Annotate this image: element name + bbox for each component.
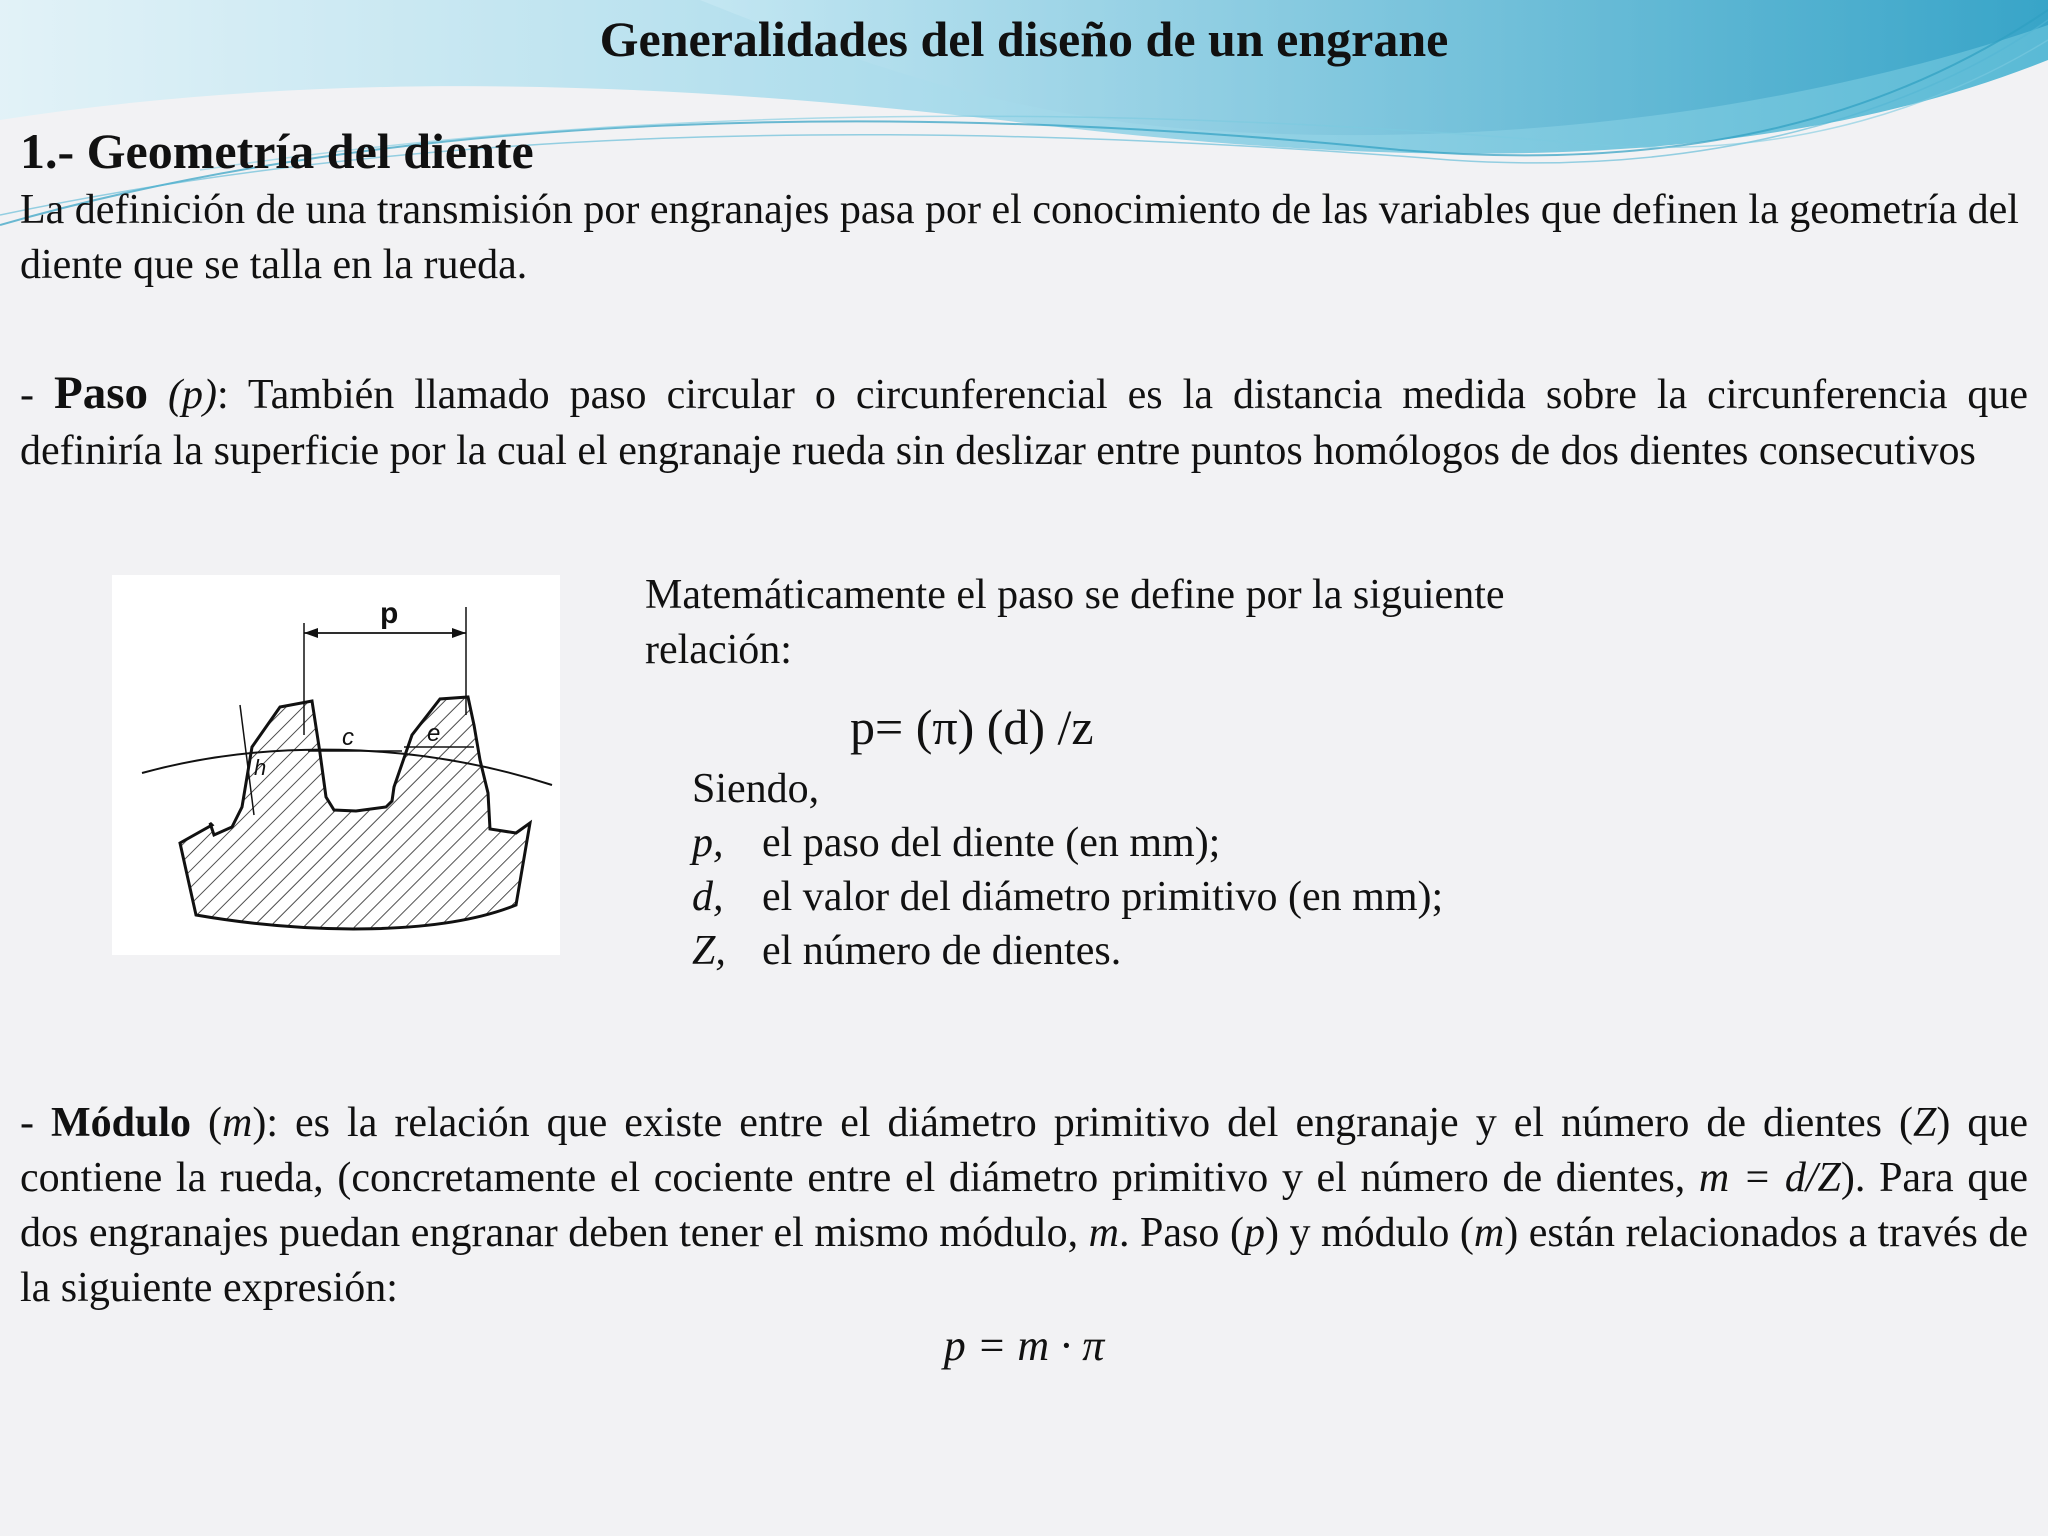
modulo-dash: - [20,1100,51,1146]
variable-definitions [692,762,1443,978]
math-intro-text: Matemáticamente el paso se define por la siguiente relación: [645,572,1505,673]
label-e: e [427,720,441,747]
label-h: h [254,755,267,780]
gear-tooth-drawing [112,575,560,955]
modulo-symbol: Z [1912,1100,1937,1146]
slide-title: Generalidades del diseño de un engrane [599,11,1449,67]
modulo-symbol: m [1088,1210,1120,1256]
modulo-symbol: p [1243,1210,1265,1256]
modulo-inline-formula: m = d/Z [1698,1155,1841,1201]
variable-description: el valor del diámetro primitivo (en mm); [762,874,1444,920]
modulo-symbol: m [222,1100,253,1146]
modulo-symbol: m [1473,1210,1505,1256]
paso-definition: : También llamado paso circular o circunferencial es la distancia medida sobre la circunferencia que definiría la superficie por la cual el engranaje rueda sin deslizar entre puntos homólogos de dos dientes consecutivos [20,372,2028,474]
arrowhead [304,628,318,638]
variable-row [692,924,1443,978]
intro-paragraph: La definición de una transmisión por engranajes pasa por el conocimiento de las variables que definen la geometría del diente que se talla en la rueda. [20,187,2019,288]
pitch-module-formula: p = m · π [943,1321,1105,1370]
variable-row [692,870,1443,924]
paso-term: Paso [54,367,148,419]
modulo-text: ) están relacionados a través de la siguiente expresión: [20,1210,2028,1311]
modulo-text: . Paso ( [1119,1210,1244,1256]
variable-symbol: p, [692,820,724,866]
paso-paragraph [20,365,2028,479]
modulo-text: ( [191,1100,223,1146]
variable-symbol: Z, [692,928,726,974]
paso-symbol: (p) [168,372,217,418]
arrowhead [452,628,466,638]
gear-body-outline [180,697,530,929]
paso-dash: - [20,372,54,418]
pitch-circle-arc [142,750,552,785]
variable-symbol: d, [692,874,724,920]
label-c: c [342,724,354,751]
modulo-text: ). Para que dos engranajes puedan engranar deben tener el mismo módulo, [20,1155,2029,1256]
pitch-formula: p= (π) (d) /z [850,699,1094,755]
variable-row [692,816,1443,870]
modulo-text: ) que contiene la rueda, (concretamente el cociente entre el diámetro primitivo y el número de dientes, [20,1100,2028,1201]
where-label: Siendo, [692,766,820,812]
section-heading: 1.- Geometría del diente [20,123,534,179]
modulo-text: ): es la relación que existe entre el diámetro primitivo del engranaje y el número de dientes ( [252,1100,1913,1146]
variable-description: el número de dientes. [762,928,1122,974]
modulo-term: Módulo [51,1100,192,1146]
variable-description: el paso del diente (en mm); [762,820,1221,866]
modulo-paragraph [20,1096,2028,1316]
gear-tooth-diagram [112,575,560,955]
label-p: p [380,597,399,630]
modulo-text: ) y módulo ( [1264,1210,1474,1256]
